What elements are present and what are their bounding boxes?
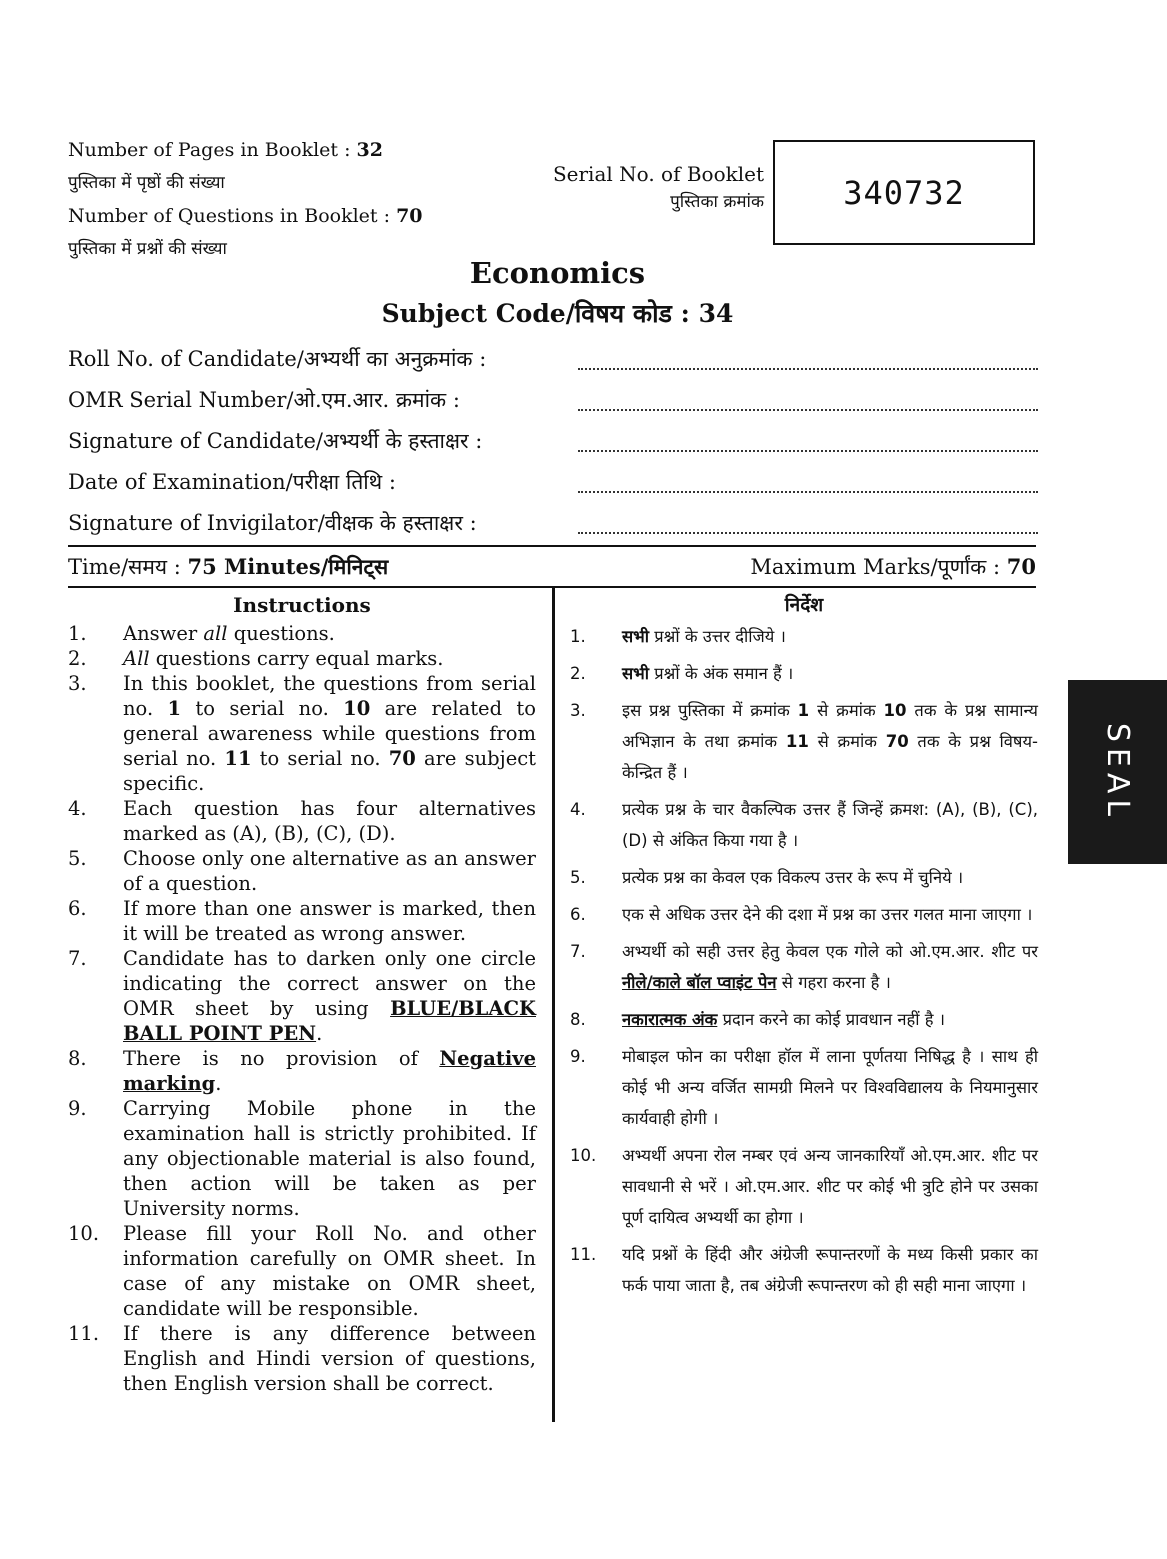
roll-no-blank[interactable] xyxy=(578,367,1038,370)
pages-label-hi: पुस्तिका में पृष्ठों की संख्या xyxy=(68,173,225,193)
questions-count-line xyxy=(68,200,528,233)
serial-number: 340732 xyxy=(843,173,965,212)
instruction-item: 6. If more than one answer is marked, then it will be treated as wrong answer. xyxy=(68,897,536,945)
omr-serial-field[interactable] xyxy=(68,382,1036,423)
instruction-number: 9. xyxy=(68,1097,87,1120)
instruction-number: 8. xyxy=(68,1047,87,1070)
instruction-number: 11. xyxy=(570,1245,597,1264)
instruction-number: 6. xyxy=(68,897,87,920)
instruction-item-hi: 4. प्रत्येक प्रश्न के चार वैकल्पिक उत्तर हैं जिन्हें क्रमश: (A), (B), (C), (D) से अंकित किया गया है । xyxy=(570,794,1038,856)
questions-value: 70 xyxy=(396,205,423,227)
exam-date-field[interactable] xyxy=(68,464,1036,505)
instruction-number: 7. xyxy=(570,942,586,961)
pages-value: 32 xyxy=(356,139,383,161)
questions-label: Number of Questions in Booklet : xyxy=(68,205,391,227)
omr-serial-blank[interactable] xyxy=(578,408,1038,411)
time-label: Time/समय : xyxy=(68,555,181,579)
marks-label: Maximum Marks/पूर्णांक : xyxy=(750,555,1001,579)
exam-date-label: Date of Examination/परीक्षा तिथि : xyxy=(68,470,396,494)
instruction-item-hi: 11. यदि प्रश्नों के हिंदी और अंग्रेजी रूपान्तरणों के मध्य किसी प्रकार का फर्क पाया जाता है, तब अंग्रेजी रूपान्तरण को ही सही माना जाएगा । xyxy=(570,1239,1038,1301)
instruction-item: 7. Candidate has to darken only one circle indicating the correct answer on the OMR sheet by using BLUE/BLACK BALL POINT PEN. xyxy=(68,947,536,1045)
instruction-number: 4. xyxy=(68,797,87,820)
subject-title: Economics xyxy=(469,256,646,290)
roll-no-field[interactable] xyxy=(68,341,1036,382)
instruction-item-hi: 9. मोबाइल फोन का परीक्षा हॉल में लाना पूर्णतया निषिद्ध है । साथ ही कोई भी अन्य वर्जित सामग्री मिलने पर विश्वविद्यालय के नियमानुसार कार्यवाही होगी । xyxy=(570,1041,1038,1134)
candidate-signature-label: Signature of Candidate/अभ्यर्थी के हस्ताक्षर : xyxy=(68,429,483,453)
instruction-number: 4. xyxy=(570,800,586,819)
instruction-number: 3. xyxy=(68,672,87,695)
time-value: 75 Minutes/मिनिट्स xyxy=(187,554,389,579)
invigilator-signature-blank[interactable] xyxy=(578,531,1038,534)
serial-label-hi: पुस्तिका क्रमांक xyxy=(670,192,764,212)
instruction-number: 5. xyxy=(570,868,586,887)
instruction-item-hi: 3. इस प्रश्न पुस्तिका में क्रमांक 1 से क्रमांक 10 तक के प्रश्न सामान्य अभिज्ञान के तथा क्रमांक 11 से क्रमांक 70 तक के प्रश्न विषय-केन्द्रित हैं । xyxy=(570,695,1038,788)
candidate-signature-blank[interactable] xyxy=(578,449,1038,452)
instruction-item: 8. There is no provision of Negative marking. xyxy=(68,1047,536,1095)
marks-value: 70 xyxy=(1006,554,1036,579)
instruction-number: 9. xyxy=(570,1047,586,1066)
instruction-number: 6. xyxy=(570,905,586,924)
instruction-number: 10. xyxy=(68,1222,100,1245)
instruction-number: 3. xyxy=(570,701,586,720)
subject-code-label: Subject Code/विषय कोड : xyxy=(381,299,690,328)
divider-top xyxy=(68,545,1036,547)
instruction-item-hi: 1. सभी प्रश्नों के उत्तर दीजिये । xyxy=(570,621,1038,652)
instruction-number: 1. xyxy=(570,627,586,646)
seal-label: SEAL xyxy=(1100,722,1136,822)
instruction-item: 4. Each question has four alternatives marked as (A), (B), (C), (D). xyxy=(68,797,536,845)
instruction-number: 8. xyxy=(570,1010,586,1029)
instruction-item: 3. In this booklet, the questions from serial no. 1 to serial no. 10 are related to general awareness while questions from serial no. 11 to serial no. 70 are subject specific. xyxy=(68,672,536,795)
exam-date-blank[interactable] xyxy=(578,490,1038,493)
instruction-number: 10. xyxy=(570,1146,597,1165)
candidate-signature-field[interactable] xyxy=(68,423,1036,464)
invigilator-signature-field[interactable] xyxy=(68,505,1036,546)
marks-line xyxy=(750,553,1036,581)
instructions-title: Instructions xyxy=(233,593,371,617)
instruction-item: 1. Answer all questions. xyxy=(68,622,335,645)
time-line xyxy=(68,553,388,581)
instruction-item: 9. Carrying Mobile phone in the examination hall is strictly prohibited. If any objectionable material is also found, then action will be taken as per University norms. xyxy=(68,1097,536,1220)
instruction-item-hi: 5. प्रत्येक प्रश्न का केवल एक विकल्प उत्तर के रूप में चुनिये । xyxy=(570,862,1038,893)
instruction-item-hi: 6. एक से अधिक उत्तर देने की दशा में प्रश्न का उत्तर गलत माना जाएगा । xyxy=(570,899,1038,930)
serial-label-block xyxy=(510,160,764,216)
seal-tab[interactable] xyxy=(1068,680,1167,864)
instruction-number: 7. xyxy=(68,947,87,970)
serial-number-box xyxy=(773,140,1035,245)
instructions-english xyxy=(68,591,536,1396)
subject-code-value: 34 xyxy=(698,299,734,328)
pages-count-line xyxy=(68,134,528,167)
instruction-number: 2. xyxy=(570,664,586,683)
roll-no-label: Roll No. of Candidate/अभ्यर्थी का अनुक्रमांक : xyxy=(68,347,487,371)
instruction-item: 11. If there is any difference between English and Hindi version of questions, then English version shall be correct. xyxy=(68,1322,536,1395)
instructions-title-hi: निर्देश xyxy=(784,594,824,616)
omr-serial-label: OMR Serial Number/ओ.एम.आर. क्रमांक : xyxy=(68,388,460,412)
instruction-number: 2. xyxy=(68,647,87,670)
instruction-item-hi: 7. अभ्यर्थी को सही उत्तर हेतु केवल एक गोले को ओ.एम.आर. शीट पर नीले/काले बॉल प्वाइंट पेन से गहरा करना है । xyxy=(570,936,1038,998)
serial-label: Serial No. of Booklet xyxy=(552,162,764,186)
candidate-fields xyxy=(68,341,1036,546)
instruction-item: 2. All questions carry equal marks. xyxy=(68,647,444,670)
instructions-hindi xyxy=(570,591,1038,1307)
instruction-item: 5. Choose only one alternative as an answer of a question. xyxy=(68,847,536,895)
instruction-item-hi: 8. नकारात्मक अंक प्रदान करने का कोई प्रावधान नहीं है । xyxy=(570,1004,1038,1035)
booklet-info xyxy=(68,134,528,266)
subject-code-line xyxy=(360,296,755,332)
column-divider xyxy=(552,588,555,1422)
instruction-number: 5. xyxy=(68,847,87,870)
questions-label-hi: पुस्तिका में प्रश्नों की संख्या xyxy=(68,239,227,259)
instruction-item-hi: 10. अभ्यर्थी अपना रोल नम्बर एवं अन्य जानकारियाँ ओ.एम.आर. शीट पर सावधानी से भरें । ओ.एम.आर. शीट पर कोई भी त्रुटि होने पर उसका पूर्ण दायित्व अभ्यर्थी का होगा । xyxy=(570,1140,1038,1233)
instruction-number: 11. xyxy=(68,1322,100,1345)
invigilator-signature-label: Signature of Invigilator/वीक्षक के हस्ताक्षर : xyxy=(68,511,477,535)
pages-label: Number of Pages in Booklet : xyxy=(68,139,351,161)
instruction-number: 1. xyxy=(68,622,87,645)
instruction-item: 10. Please fill your Roll No. and other information carefully on OMR sheet. In case of any mistake on OMR sheet, candidate will be responsible. xyxy=(68,1222,536,1320)
instruction-item-hi: 2. सभी प्रश्नों के अंक समान हैं । xyxy=(570,658,1038,689)
